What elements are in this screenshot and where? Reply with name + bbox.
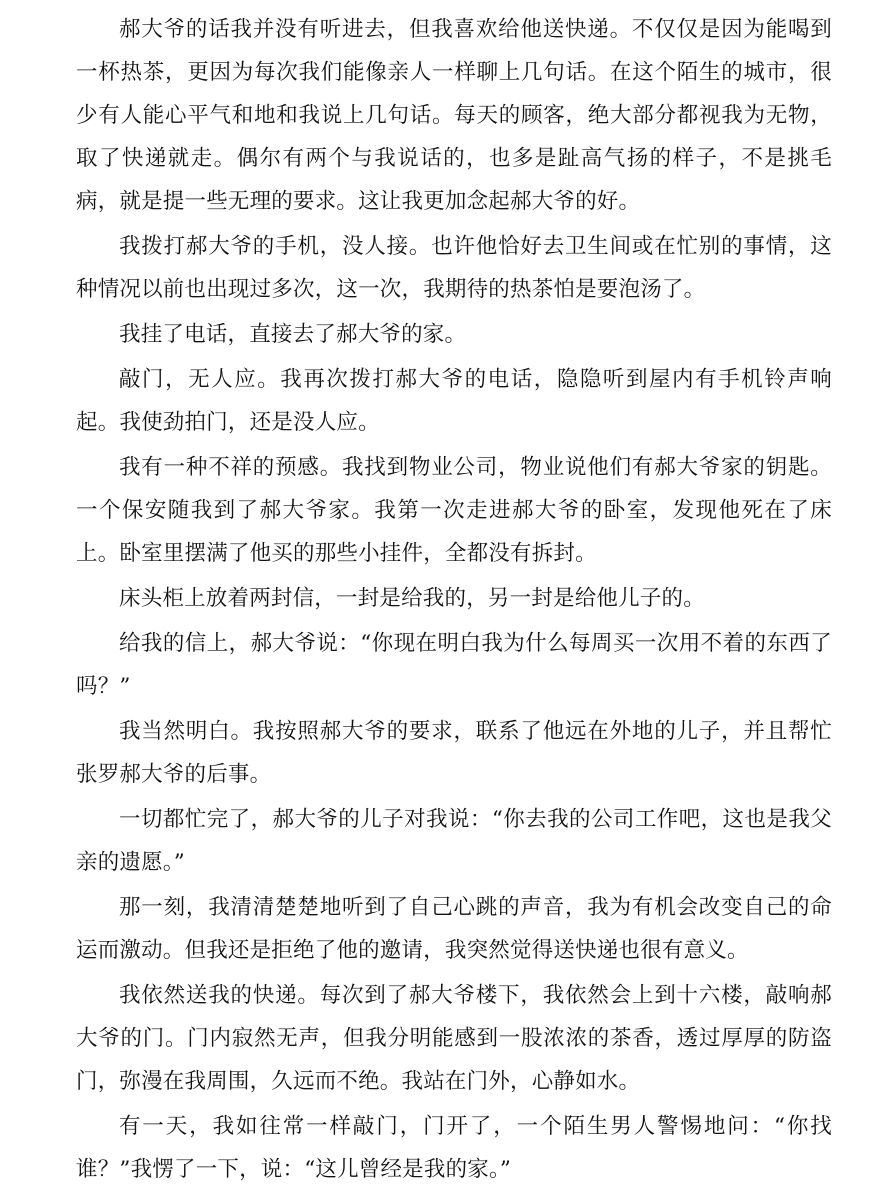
paragraph: 敲门，无人应。我再次拨打郝大爷的电话，隐隐听到屋内有手机铃声响起。我使劲拍门，还是没人应。 — [76, 367, 832, 435]
paragraph: 有一天，我如往常一样敲门，门开了，一个陌生男人警惕地问：“你找谁？”我愣了一下，说：“这儿曾经是我的家。” — [76, 1114, 832, 1182]
paragraph: 我拨打郝大爷的手机，没人接。也许他恰好去卫生间或在忙别的事情，这种情况以前也出现过多次，这一次，我期待的热茶怕是要泡汤了。 — [76, 234, 832, 302]
paragraph: 我挂了电话，直接去了郝大爷的家。 — [119, 322, 467, 347]
paragraph: 郝大爷的话我并没有听进去，但我喜欢给他送快递。不仅仅是因为能喝到一杯热茶，更因为每次我们能像亲人一样聊上几句话。在这个陌生的城市，很少有人能心平气和地和我说上几句话。每天的顾客，绝大部分都视我为无物，取了快递就走。偶尔有两个与我说话的，也多是趾高气扬的样子，不是挑毛病，就是提一些无理的要求。这让我更加念起郝大爷的好。 — [76, 17, 832, 214]
paragraph: 那一刻，我清清楚楚地听到了自己心跳的声音，我为有机会改变自己的命运而激动。但我还是拒绝了他的邀请，我突然觉得送快递也很有意义。 — [76, 895, 832, 963]
paragraph: 我有一种不祥的预感。我找到物业公司，物业说他们有郝大爷家的钥匙。一个保安随我到了郝大爷家。我第一次走进郝大爷的卧室，发现他死在了床上。卧室里摆满了他买的那些小挂件，全都没有拆封。 — [76, 455, 832, 566]
paragraph: 我依然送我的快递。每次到了郝大爷楼下，我依然会上到十六楼，敲响郝大爷的门。门内寂然无声，但我分明能感到一股浓浓的茶香，透过厚厚的防盗门，弥漫在我周围，久远而不绝。我站在门外，心静如水。 — [76, 983, 832, 1094]
paragraph: 床头柜上放着两封信，一封是给我的，另一封是给他儿子的。 — [119, 586, 705, 611]
paragraph: 我当然明白。我按照郝大爷的要求，联系了他远在外地的儿子，并且帮忙张罗郝大爷的后事。 — [76, 719, 832, 787]
paragraph: 一切都忙完了，郝大爷的儿子对我说：“你去我的公司工作吧，这也是我父亲的遗愿。” — [76, 807, 832, 875]
document-body — [76, 8, 832, 1191]
paragraph: 给我的信上，郝大爷说：“你现在明白我为什么每周买一次用不着的东西了吗？” — [76, 631, 832, 699]
